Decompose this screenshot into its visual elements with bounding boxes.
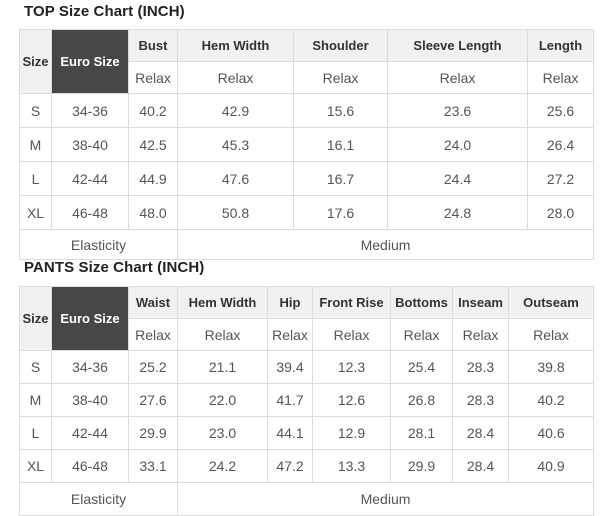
top-chart-title: TOP Size Chart (INCH) — [24, 3, 185, 20]
value-cell: 26.8 — [391, 384, 453, 417]
pants-chart-title: PANTS Size Chart (INCH) — [24, 259, 205, 276]
table-row — [20, 384, 594, 417]
euro-size-cell: 46-48 — [52, 450, 129, 483]
euro-size-cell: 42-44 — [52, 162, 129, 196]
value-cell: 13.3 — [313, 450, 391, 483]
value-cell: 27.2 — [528, 162, 594, 196]
column-header-hip: Hip — [268, 287, 313, 319]
value-cell: 24.2 — [178, 450, 268, 483]
value-cell: 25.4 — [391, 351, 453, 384]
fit-type-cell: Relax — [388, 62, 528, 94]
table-row — [20, 351, 594, 384]
value-cell: 23.6 — [388, 94, 528, 128]
value-cell: 25.2 — [129, 351, 178, 384]
value-cell: 16.1 — [294, 128, 388, 162]
fit-type-cell: Relax — [294, 62, 388, 94]
value-cell: 45.3 — [178, 128, 294, 162]
fit-type-cell: Relax — [178, 62, 294, 94]
column-header-outseam: Outseam — [509, 287, 594, 319]
value-cell: 17.6 — [294, 196, 388, 230]
column-header-hem-width: Hem Width — [178, 287, 268, 319]
elasticity-label-cell: Elasticity — [20, 230, 178, 260]
value-cell: 29.9 — [129, 417, 178, 450]
euro-size-cell: 46-48 — [52, 196, 129, 230]
value-cell: 28.1 — [391, 417, 453, 450]
pants-size-table — [19, 286, 594, 516]
value-cell: 42.9 — [178, 94, 294, 128]
value-cell: 23.0 — [178, 417, 268, 450]
value-cell: 24.8 — [388, 196, 528, 230]
size-cell: S — [20, 94, 52, 128]
column-header-inseam: Inseam — [453, 287, 509, 319]
euro-size-cell: 42-44 — [52, 417, 129, 450]
euro-size-column-header: Euro Size — [52, 30, 129, 94]
size-cell: XL — [20, 450, 52, 483]
size-cell: S — [20, 351, 52, 384]
elasticity-row — [20, 230, 594, 260]
table-row — [20, 450, 594, 483]
value-cell: 12.3 — [313, 351, 391, 384]
elasticity-row — [20, 483, 594, 516]
value-cell: 22.0 — [178, 384, 268, 417]
value-cell: 41.7 — [268, 384, 313, 417]
value-cell: 25.6 — [528, 94, 594, 128]
value-cell: 27.6 — [129, 384, 178, 417]
value-cell: 24.4 — [388, 162, 528, 196]
value-cell: 44.9 — [129, 162, 178, 196]
fit-type-cell: Relax — [453, 319, 509, 351]
column-header-hem-width: Hem Width — [178, 30, 294, 62]
euro-size-cell: 34-36 — [52, 94, 129, 128]
value-cell: 28.3 — [453, 384, 509, 417]
column-header-length: Length — [528, 30, 594, 62]
size-cell: L — [20, 417, 52, 450]
value-cell: 29.9 — [391, 450, 453, 483]
euro-size-column-header: Euro Size — [52, 287, 129, 351]
value-cell: 40.2 — [509, 384, 594, 417]
fit-type-cell: Relax — [313, 319, 391, 351]
value-cell: 28.4 — [453, 450, 509, 483]
top-size-table — [19, 29, 594, 260]
value-cell: 28.0 — [528, 196, 594, 230]
table-row — [20, 162, 594, 196]
value-cell: 50.8 — [178, 196, 294, 230]
fit-type-cell: Relax — [509, 319, 594, 351]
value-cell: 26.4 — [528, 128, 594, 162]
column-header-bottoms: Bottoms — [391, 287, 453, 319]
table-row — [20, 128, 594, 162]
elasticity-value-cell: Medium — [178, 483, 594, 516]
table-row — [20, 196, 594, 230]
fit-type-cell: Relax — [268, 319, 313, 351]
value-cell: 39.4 — [268, 351, 313, 384]
value-cell: 39.8 — [509, 351, 594, 384]
value-cell: 28.4 — [453, 417, 509, 450]
value-cell: 16.7 — [294, 162, 388, 196]
fit-type-cell: Relax — [129, 62, 178, 94]
size-cell: M — [20, 128, 52, 162]
elasticity-label-cell: Elasticity — [20, 483, 178, 516]
fit-type-cell: Relax — [528, 62, 594, 94]
value-cell: 24.0 — [388, 128, 528, 162]
euro-size-cell: 38-40 — [52, 384, 129, 417]
value-cell: 44.1 — [268, 417, 313, 450]
fit-type-cell: Relax — [391, 319, 453, 351]
value-cell: 33.1 — [129, 450, 178, 483]
euro-size-cell: 34-36 — [52, 351, 129, 384]
column-header-waist: Waist — [129, 287, 178, 319]
elasticity-value-cell: Medium — [178, 230, 594, 260]
size-cell: M — [20, 384, 52, 417]
value-cell: 40.9 — [509, 450, 594, 483]
column-header-front-rise: Front Rise — [313, 287, 391, 319]
value-cell: 48.0 — [129, 196, 178, 230]
value-cell: 40.6 — [509, 417, 594, 450]
table-row — [20, 94, 594, 128]
value-cell: 12.9 — [313, 417, 391, 450]
fit-type-cell: Relax — [129, 319, 178, 351]
column-header-shoulder: Shoulder — [294, 30, 388, 62]
table-row — [20, 417, 594, 450]
value-cell: 21.1 — [178, 351, 268, 384]
fit-type-cell: Relax — [178, 319, 268, 351]
size-column-header: Size — [20, 287, 52, 351]
size-cell: L — [20, 162, 52, 196]
value-cell: 47.6 — [178, 162, 294, 196]
column-header-sleeve-length: Sleeve Length — [388, 30, 528, 62]
value-cell: 15.6 — [294, 94, 388, 128]
size-column-header: Size — [20, 30, 52, 94]
value-cell: 12.6 — [313, 384, 391, 417]
euro-size-cell: 38-40 — [52, 128, 129, 162]
column-header-bust: Bust — [129, 30, 178, 62]
size-cell: XL — [20, 196, 52, 230]
value-cell: 47.2 — [268, 450, 313, 483]
value-cell: 42.5 — [129, 128, 178, 162]
value-cell: 28.3 — [453, 351, 509, 384]
value-cell: 40.2 — [129, 94, 178, 128]
